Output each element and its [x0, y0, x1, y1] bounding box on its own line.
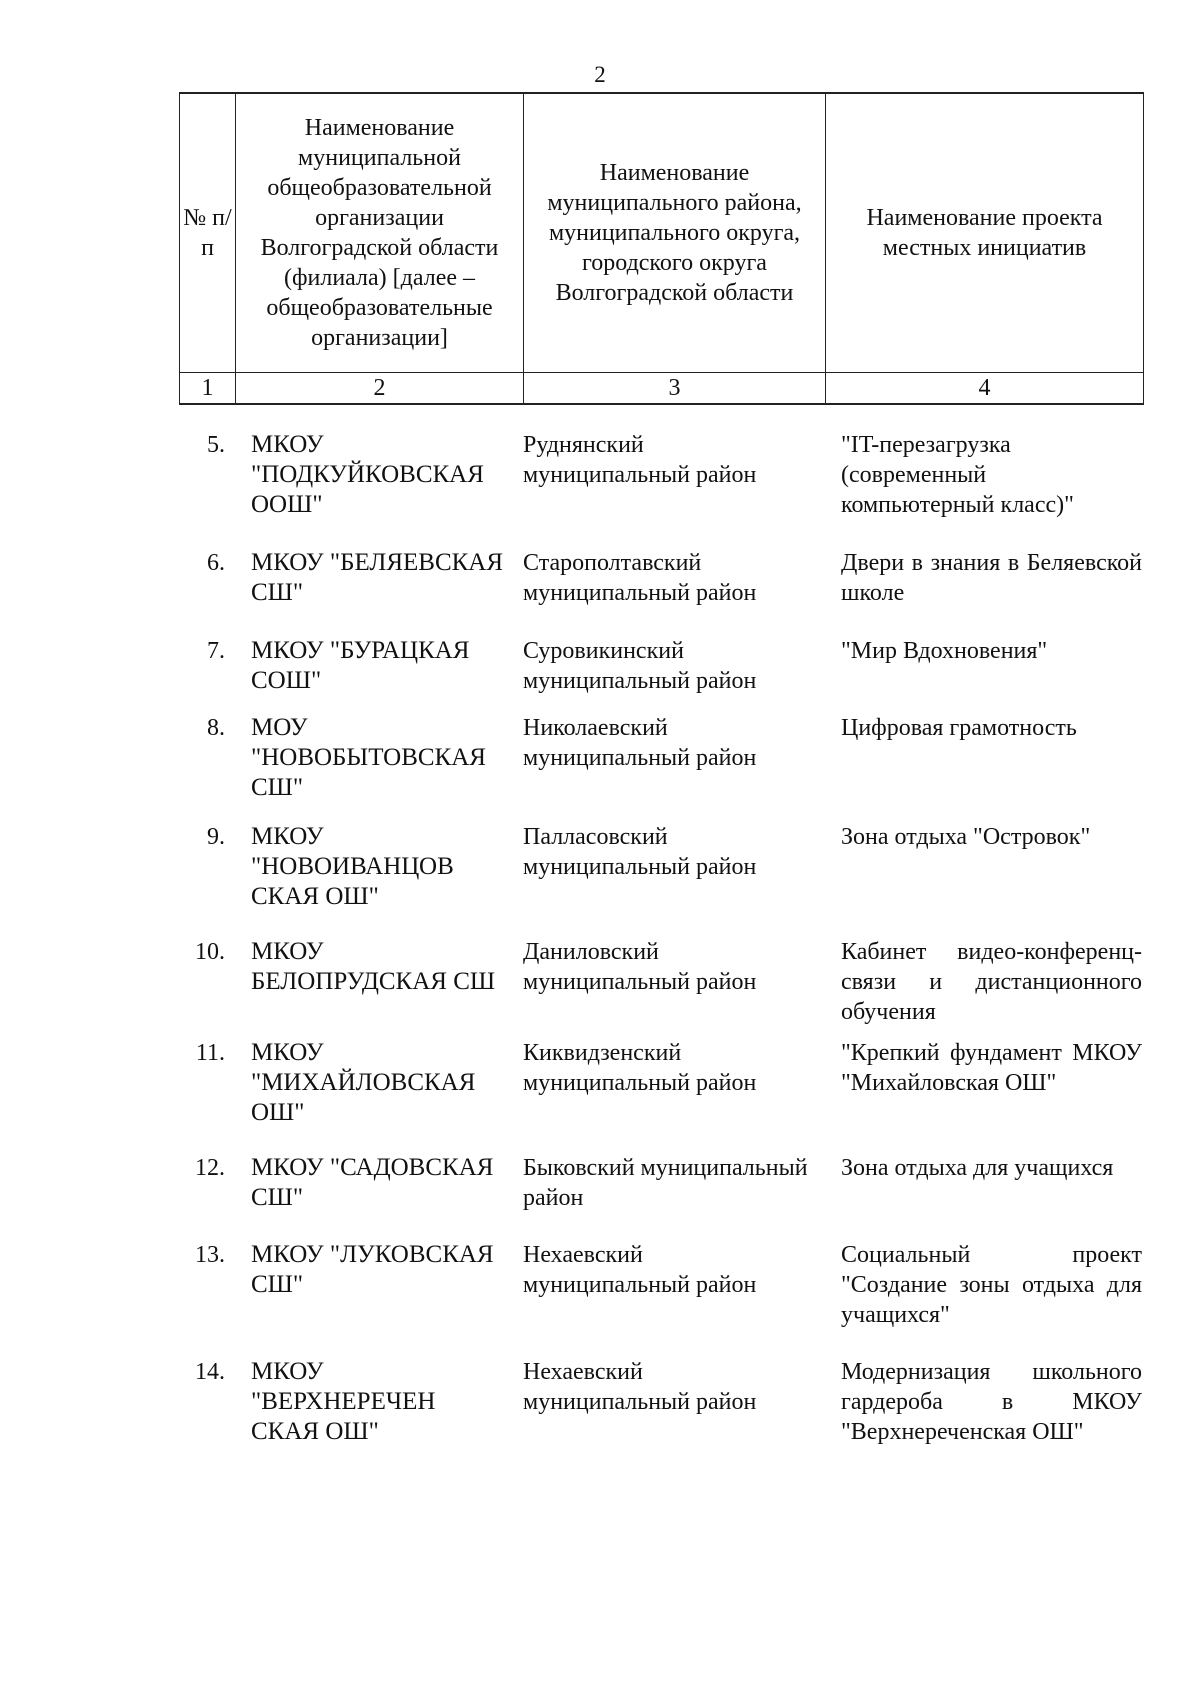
project-name: Модернизация школьного гардероба в МКОУ "Верхнереченская ОШ" — [841, 1359, 1142, 1445]
project-name: Двери в знания в Беляевской школе — [841, 550, 1142, 606]
header-col-number: № п/п — [180, 93, 236, 373]
organization-name: МОУ "НОВОБЫТОВСКАЯ СШ" — [251, 714, 486, 801]
header-col-project: Наименование проекта местных инициатив — [826, 93, 1144, 373]
row-number: 10. — [195, 939, 225, 965]
district-name: Палласовский муниципальный район — [523, 824, 757, 880]
district-name: Суровикинский муниципальный район — [523, 638, 757, 694]
district-name: Нехаевский муниципальный район — [523, 1359, 757, 1415]
project-name: Зона отдыха для учащихся — [841, 1155, 1114, 1181]
header-col-district: Наименование муниципального района, муниципального округа, городского округа Волгоградской области — [524, 93, 826, 373]
district-name: Николаевский муниципальный район — [523, 715, 757, 771]
column-number-3: 3 — [524, 373, 826, 405]
project-name: Социальный проект "Создание зоны отдыха для учащихся" — [841, 1242, 1142, 1328]
column-number-1: 1 — [180, 373, 236, 405]
organization-name: МКОУ "ПОДКУЙКОВСКАЯ ООШ" — [251, 431, 484, 518]
row-number: 9. — [207, 824, 225, 850]
project-name: "Крепкий фундамент МКОУ "Михайловская ОШ" — [841, 1040, 1142, 1096]
header-col-organization: Наименование муниципальной общеобразовательной организации Волгоградской области (филиала) [далее – общеобразовательные организации] — [236, 93, 524, 373]
row-number: 7. — [207, 638, 225, 664]
project-name: Зона отдыха "Островок" — [841, 824, 1091, 850]
organization-name: МКОУ "ЛУКОВСКАЯ СШ" — [251, 1241, 494, 1298]
project-name: "IT-перезагрузка (современный компьютерный класс)" — [841, 432, 1074, 518]
row-number: 13. — [195, 1242, 225, 1268]
row-number: 11. — [195, 1040, 225, 1066]
district-name: Нехаевский муниципальный район — [523, 1242, 757, 1298]
project-name: Цифровая грамотность — [841, 715, 1077, 741]
project-name: "Мир Вдохновения" — [841, 638, 1048, 664]
row-number: 5. — [207, 432, 225, 458]
district-name: Даниловский муниципальный район — [523, 939, 757, 995]
district-name: Старополтавский муниципальный район — [523, 550, 757, 606]
organization-name: МКОУ БЕЛОПРУДСКАЯ СШ — [251, 938, 496, 995]
row-number: 12. — [195, 1155, 225, 1181]
organization-name: МКОУ "БУРАЦКАЯ СОШ" — [251, 637, 470, 694]
organization-name: МКОУ "ВЕРХНЕРЕЧЕН СКАЯ ОШ" — [251, 1358, 436, 1445]
organization-name: МКОУ "САДОВСКАЯ СШ" — [251, 1154, 494, 1211]
row-number: 14. — [195, 1359, 225, 1385]
district-name: Руднянский муниципальный район — [523, 432, 757, 488]
row-number: 6. — [207, 550, 225, 576]
district-name: Быковский муниципальный район — [523, 1155, 808, 1211]
row-number: 8. — [207, 715, 225, 741]
district-name: Киквидзенский муниципальный район — [523, 1040, 757, 1096]
table-header — [179, 92, 1144, 405]
page-number: 2 — [594, 62, 606, 87]
organization-name: МКОУ "БЕЛЯЕВСКАЯ СШ" — [251, 549, 504, 606]
project-name: Кабинет видео-конференц-связи и дистанционного обучения — [841, 939, 1142, 1025]
column-number-2: 2 — [236, 373, 524, 405]
organization-name: МКОУ "НОВОИВАНЦОВ СКАЯ ОШ" — [251, 823, 454, 910]
organization-name: МКОУ "МИХАЙЛОВСКАЯ ОШ" — [251, 1039, 476, 1126]
column-number-4: 4 — [826, 373, 1144, 405]
